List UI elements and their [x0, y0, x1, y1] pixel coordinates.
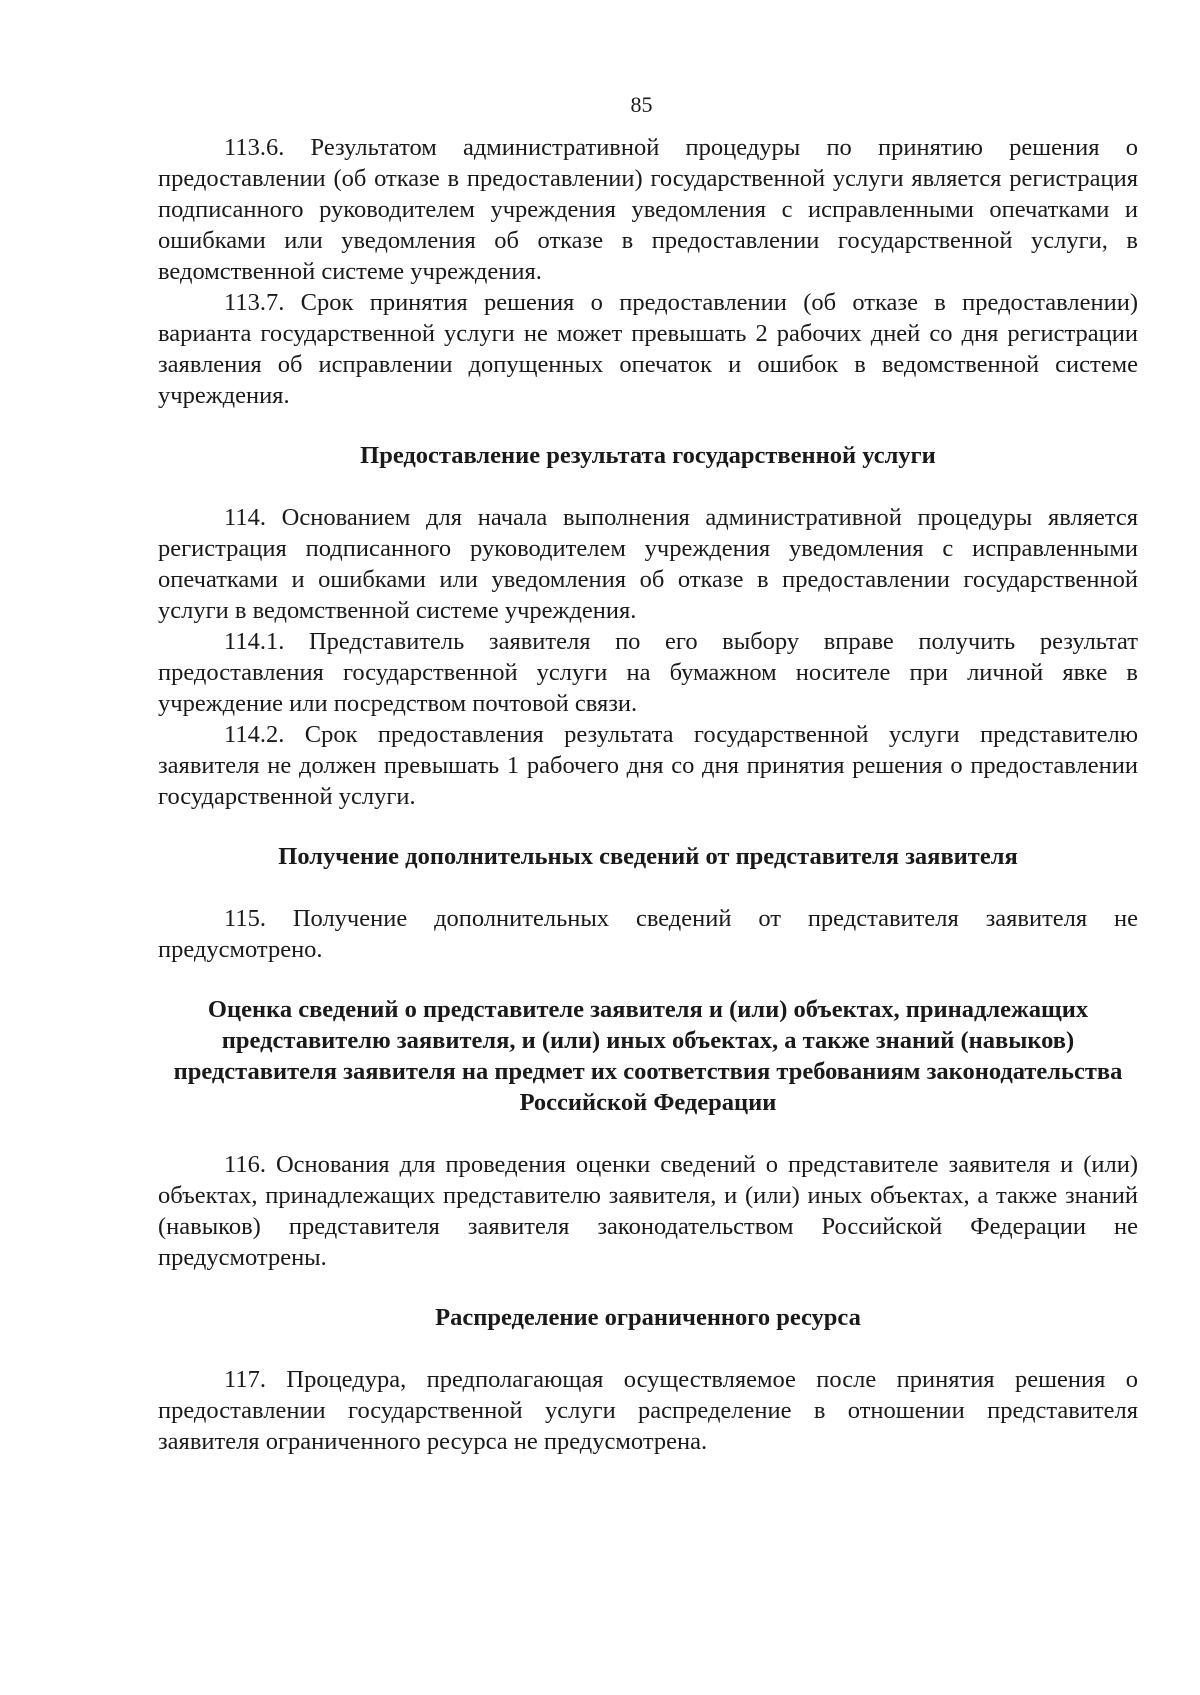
paragraph-114: 114. Основанием для начала выполнения административной процедуры является регистрация подписанного руководителем учреждения уведомления с исправленными опечатками и ошибками или уведомления об отказе в предоставлении государственной услуги в ведомственной системе учреждения.	[158, 504, 1138, 624]
section-heading-result: Предоставление результата государственной услуги	[360, 442, 936, 469]
paragraph-114-2: 114.2. Срок предоставления результата государственной услуги представителю заявителя не должен превышать 1 рабочего дня со дня принятия решения о предоставлении государственной услуги.	[158, 721, 1138, 810]
paragraph-113-7: 113.7. Срок принятия решения о предоставлении (об отказе в предоставлении) варианта государственной услуги не может превышать 2 рабочих дней со дня регистрации заявления об исправлении допущенных опечаток и ошибок в ведомственной системе учреждения.	[158, 289, 1138, 409]
paragraph-114-1: 114.1. Представитель заявителя по его выбору вправе получить результат предоставления государственной услуги на бумажном носителе при личной явке в учреждение или посредством почтовой связи.	[158, 628, 1138, 717]
paragraph-116: 116. Основания для проведения оценки сведений о представителе заявителя и (или) объектах, принадлежащих представителю заявителя, и (или) иных объектах, а также знаний (навыков) представителя заявителя законодательством Российской Федерации не предусмотрены.	[158, 1151, 1138, 1271]
section-heading-resource-distribution: Распределение ограниченного ресурса	[435, 1304, 861, 1331]
document-body	[158, 132, 1138, 1457]
paragraph-115: 115. Получение дополнительных сведений от представителя заявителя не предусмотрено.	[158, 905, 1138, 963]
page-number: 85	[630, 92, 653, 117]
paragraph-113-6: 113.6. Результатом административной процедуры по принятию решения о предоставлении (об отказе в предоставлении) государственной услуги является регистрация подписанного руководителем учреждения уведомления с исправленными опечатками и ошибками или уведомления об отказе в предоставлении государственной услуги, в ведомственной системе учреждения.	[158, 134, 1138, 285]
section-heading-additional-info: Получение дополнительных сведений от представителя заявителя	[278, 843, 1018, 870]
section-heading-assessment: Оценка сведений о представителе заявителя и (или) объектах, принадлежащих представителю заявителя, и (или) иных объектах, а также знаний (навыков) представителя заявителя на предмет их соответствия требованиям законодательства Российской Федерации	[173, 996, 1123, 1116]
paragraph-117: 117. Процедура, предполагающая осуществляемое после принятия решения о предоставлении государственной услуги распределение в отношении представителя заявителя ограниченного ресурса не предусмотрена.	[158, 1366, 1138, 1455]
